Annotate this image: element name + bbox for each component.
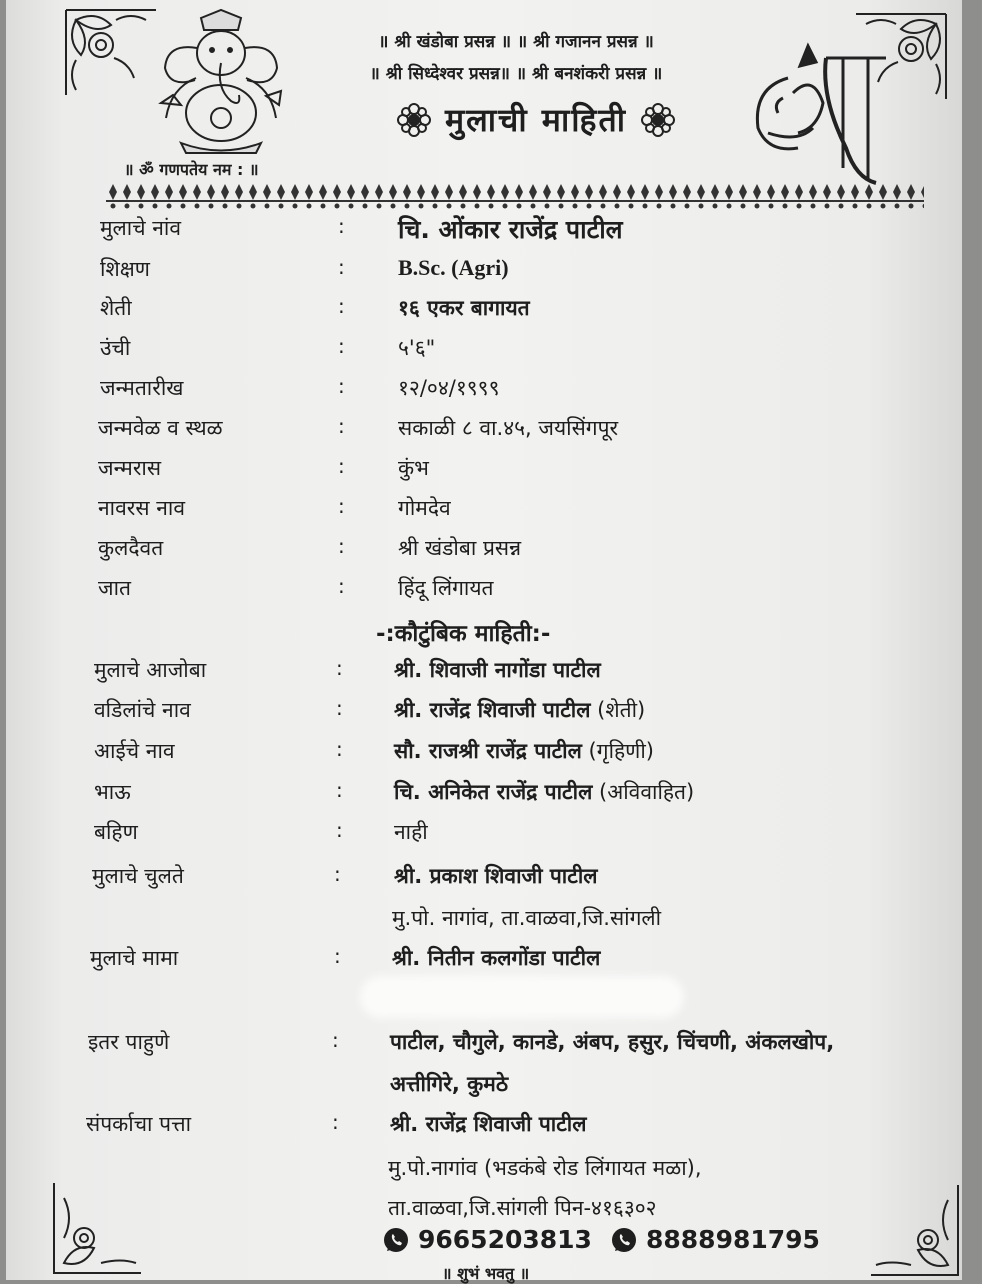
row-height: [6, 334, 966, 372]
row-brother: [6, 778, 966, 816]
row-uncle-address: [6, 904, 966, 942]
value-address-line1: श्री. राजेंद्र शिवाजी पाटील: [390, 1112, 587, 1136]
value-caste: हिंदू लिंगायत: [398, 576, 494, 600]
row-name: [6, 214, 966, 252]
flower-icon: [397, 103, 431, 137]
label-grandfather: मुलाचे आजोबा: [94, 658, 207, 682]
value-farming: १६ एकर बागायत: [398, 296, 530, 320]
value-education: B.Sc. (Agri): [398, 255, 509, 280]
value-relatives-line2: अत्तीगिरे, कुमठे: [390, 1072, 509, 1096]
row-address: [6, 1110, 966, 1148]
colon: :: [336, 656, 343, 680]
colon: :: [338, 374, 345, 398]
row-rashi: [6, 454, 966, 492]
colon: :: [338, 494, 345, 518]
phone-2: [610, 1225, 820, 1254]
value-relatives-line1: पाटील, चौगुले, कानडे, अंबप, हसुर, चिंचणी, अंकलखोप,: [390, 1030, 835, 1054]
label-birth-time-place: जन्मवेळ व स्थळ: [98, 416, 223, 440]
colon: :: [332, 1028, 339, 1052]
value-name: चि. ओंकार राजेंद्र पाटील: [398, 215, 623, 244]
label-farming: शेती: [100, 296, 132, 320]
row-education: [6, 255, 966, 293]
value-address-line2: मु.पो.नागांव (भडकंबे रोड लिंगायत मळा),: [388, 1156, 702, 1180]
value-height: ५'६": [398, 336, 436, 360]
label-naavras: नावरस नाव: [98, 496, 185, 520]
biodata-sheet: [6, 0, 962, 1283]
value-kuldaivat: श्री खंडोबा प्रसन्न: [398, 536, 522, 560]
om-line: ॥ ॐ गणपतेय नम : ॥: [124, 160, 259, 179]
value-maternal-uncle: श्री. नितीन कलगोंडा पाटील: [392, 946, 601, 970]
label-sister: बहिण: [94, 820, 138, 844]
colon: :: [334, 862, 341, 886]
colon: :: [338, 214, 345, 238]
row-father: [6, 696, 966, 734]
label-kuldaivat: कुलदैवत: [98, 536, 164, 560]
row-uncle: [6, 862, 966, 900]
row-birth-time-place: [6, 414, 966, 452]
colon: :: [338, 294, 345, 318]
row-kuldaivat: [6, 534, 966, 572]
footer-blessing: ॥ शुभं भवतु ॥: [442, 1264, 530, 1283]
value-rashi: कुंभ: [398, 456, 429, 480]
row-mother: [6, 737, 966, 775]
colon: :: [336, 696, 343, 720]
value-grandfather: श्री. शिवाजी नागोंडा पाटील: [394, 658, 601, 682]
note-mother: (गृहिणी): [588, 739, 654, 763]
ganesh-illustration: [146, 8, 296, 158]
invocation-lines: [306, 26, 726, 90]
whatsapp-icon: [610, 1226, 638, 1254]
label-education: शिक्षण: [100, 257, 150, 281]
value-uncle: श्री. प्रकाश शिवाजी पाटील: [394, 864, 598, 888]
row-farming: [6, 294, 966, 332]
family-section-title: -:कौटुंबिक माहिती:-: [376, 621, 551, 647]
title-row: [356, 98, 716, 141]
phone-1: [382, 1225, 592, 1254]
label-rashi: जन्मरास: [98, 456, 162, 480]
row-sister: [6, 818, 966, 856]
row-address-2: [6, 1154, 966, 1192]
value-sister: नाही: [394, 820, 428, 844]
label-brother: भाऊ: [94, 780, 131, 804]
row-dob: [6, 374, 966, 412]
colon: :: [338, 334, 345, 358]
colon: :: [338, 255, 345, 279]
label-caste: जात: [98, 576, 131, 600]
value-naavras: गोमदेव: [398, 496, 451, 520]
colon: :: [336, 737, 343, 761]
decorative-border: [106, 182, 924, 212]
label-uncle: मुलाचे चुलते: [92, 864, 184, 888]
value-birth-time-place: सकाळी ८ वा.४५, जयसिंगपूर: [398, 416, 619, 440]
note-brother: (अविवाहित): [599, 780, 695, 804]
value-mother: सौ. राजश्री राजेंद्र पाटील: [394, 739, 582, 763]
row-naavras: [6, 494, 966, 532]
value-dob: १२/०४/१९९९: [398, 376, 500, 400]
value-brother: चि. अनिकेत राजेंद्र पाटील: [394, 780, 593, 804]
value-address-line3: ता.वाळवा,जि.सांगली पिन-४१६३०२: [388, 1196, 657, 1220]
value-father: श्री. राजेंद्र शिवाजी पाटील: [394, 698, 591, 722]
value-uncle-address: मु.पो. नागांव, ता.वाळवा,जि.सांगली: [392, 906, 662, 930]
invocation-line-2: ॥ श्री सिध्देश्वर प्रसन्न॥ ॥ श्री बनशंकरी प्रसन्न ॥: [369, 64, 663, 84]
colon: :: [338, 414, 345, 438]
colon: :: [336, 818, 343, 842]
label-mother: आईचे नाव: [94, 739, 175, 763]
phone-number-2: 8888981795: [646, 1225, 820, 1254]
row-maternal-uncle: [6, 944, 966, 982]
row-relatives-2: [6, 1070, 966, 1108]
label-relatives: इतर पाहुणे: [88, 1030, 170, 1054]
invocation-line-1: ॥ श्री खंडोबा प्रसन्न ॥ ॥ श्री गजानन प्रसन्न ॥: [378, 32, 654, 52]
label-dob: जन्मतारीख: [100, 376, 184, 400]
flower-icon: [641, 103, 675, 137]
row-grandfather: [6, 656, 966, 694]
phone-number-1: 9665203813: [418, 1225, 592, 1254]
label-address: संपर्काचा पत्ता: [86, 1112, 192, 1136]
colon: :: [338, 534, 345, 558]
note-father: (शेती): [597, 698, 646, 722]
label-height: उंची: [100, 336, 131, 360]
label-father: वडिलांचे नाव: [94, 698, 191, 722]
shree-ganesh-art: [748, 38, 898, 188]
label-name: मुलाचे नांव: [100, 216, 182, 240]
redacted-area: [366, 982, 678, 1012]
label-maternal-uncle: मुलाचे मामा: [90, 946, 179, 970]
whatsapp-icon: [382, 1226, 410, 1254]
row-caste: [6, 574, 966, 612]
row-relatives: [6, 1028, 966, 1066]
colon: :: [338, 454, 345, 478]
page-title: मुलाची माहिती: [444, 101, 628, 139]
colon: :: [336, 778, 343, 802]
colon: :: [338, 574, 345, 598]
colon: :: [332, 1110, 339, 1134]
colon: :: [334, 944, 341, 968]
